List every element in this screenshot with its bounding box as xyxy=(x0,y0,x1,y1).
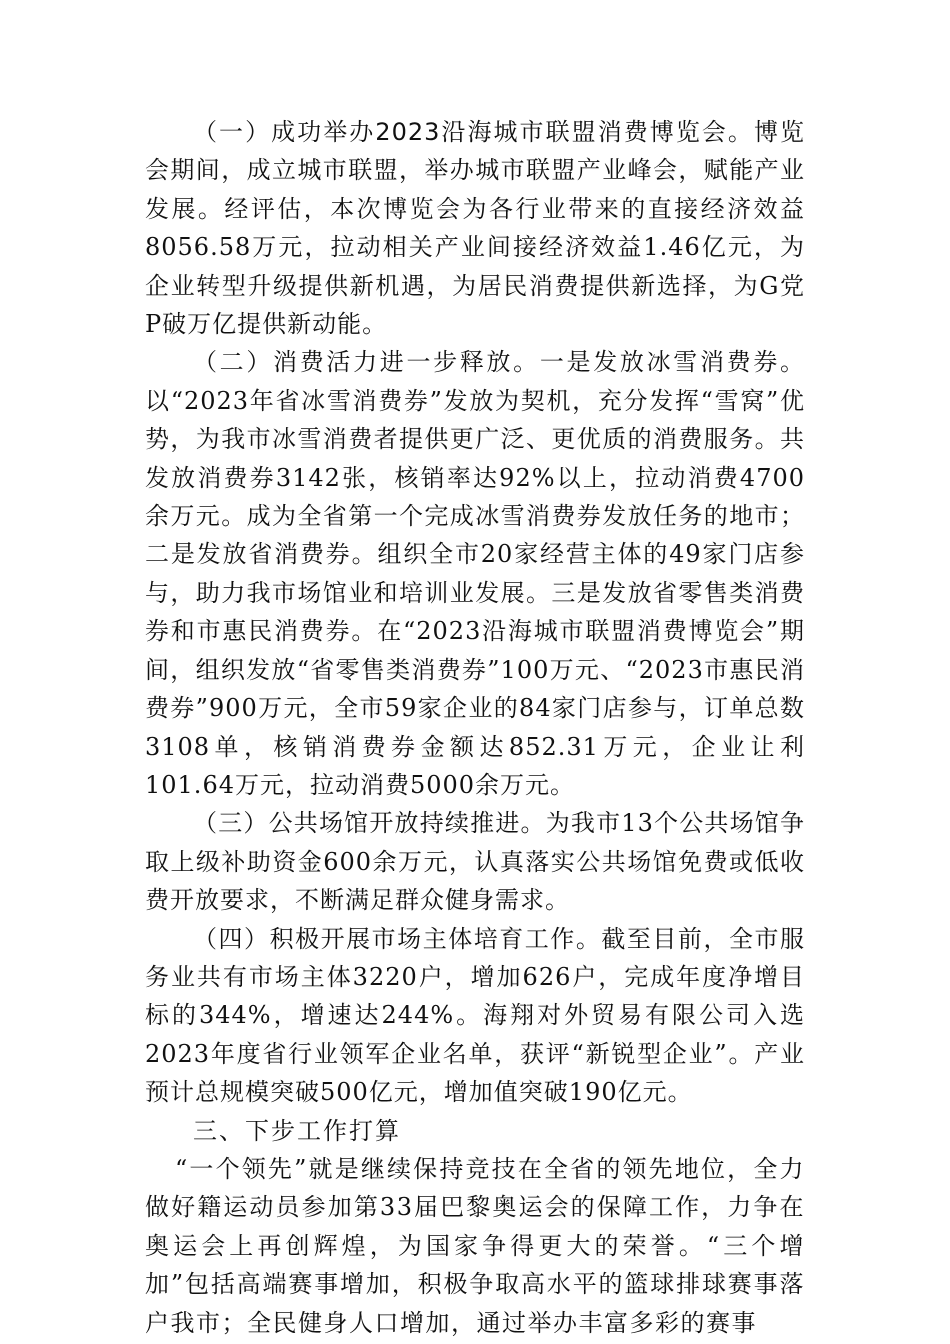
section-1-lead: （一）成功举办2023沿海城市联盟消费博览会。 xyxy=(193,118,754,146)
section-2-body: 一是发放冰雪消费券。以“2023年省冰雪消费券”发放为契机，充分发挥“雪窝”优势，为我市冰雪消费者提供更广泛、更优质的消费服务。共发放消费券3142张，核销率达92%以上，拉动消费4700余万元。成为全省第一个完成冰雪消费券发放任务的地市；二是发放省消费券。组织全市20家经营主体的49家门店参与，助力我市场馆业和培训业发展。三是发放省零售类消费券和市惠民消费券。在“2023沿海城市联盟消费博览会”期间，组织发放“省零售类消费券”100万元、“2023市惠民消费券”900万元，全市59家企业的84家门店参与，订单总数3108单，核销消费券金额达852.31万元，企业让利101.64万元，拉动消费5000余万元。 xyxy=(145,348,806,799)
closing-paragraph: “一个领先”就是继续保持竞技在全省的领先地位，全力做好籍运动员参加第33届巴黎奥运会的保障工作，力争在奥运会上再创辉煌，为国家争得更大的荣誉。“三个增加”包括高端赛事增加，积极争取高水平的篮球排球赛事落户我市；全民健身人口增加，通过举办丰富多彩的赛事 xyxy=(145,1154,805,1337)
section-1-paragraph xyxy=(145,113,805,343)
section-4-paragraph xyxy=(145,920,805,1112)
section-3-body: 为我市13个公共场馆争取上级补助资金600余万元，认真落实公共场馆免费或低收费开放要求，不断满足群众健身需求。 xyxy=(145,809,805,915)
section-heading: 三、下步工作打算 xyxy=(193,1116,401,1145)
section-4-lead: （四）积极开展市场主体培育工作。 xyxy=(193,924,602,953)
section-1-body: 博览会期间，成立城市联盟，举办城市联盟产业峰会，赋能产业发展。经评估，本次博览会为各行业带来的直接经济效益8056.58万元，拉动相关产业间接经济效益1.46亿元，为企业转型升级提供新机遇，为居民消费提供新选择，为G党P破万亿提供新动能。 xyxy=(145,118,806,339)
section-2-paragraph xyxy=(145,343,805,804)
section-3-paragraph xyxy=(145,804,805,919)
section-2-lead: （二）消费活力进一步释放。 xyxy=(193,348,540,377)
section-3-lead: （三）公共场馆开放持续推进。 xyxy=(193,809,546,838)
document-body xyxy=(145,113,805,1342)
section-4-body: 截至目前，全市服务业共有市场主体3220户，增加626户，完成年度净增目标的344%，增速达244%。海翔对外贸易有限公司入选2023年度省行业领军企业名单，获评“新锐型企业”。产业预计总规模突破500亿元，增加值突破190亿元。 xyxy=(145,924,806,1107)
